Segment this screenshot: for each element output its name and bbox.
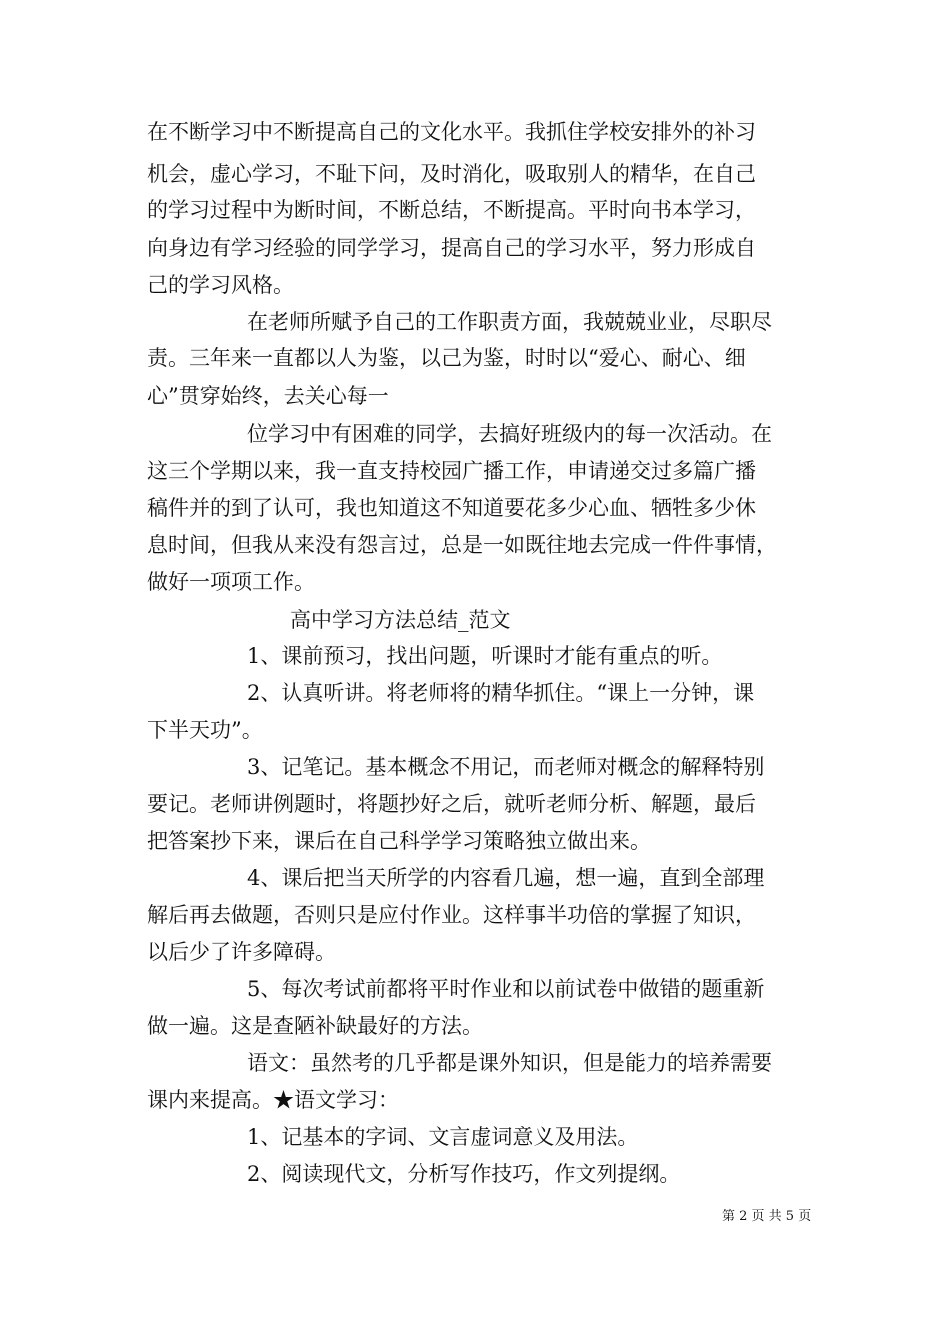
text-line: 的学习过程中为断时间，不断总结，不断提高。平时向书本学习，: [147, 198, 756, 222]
text-line: 息时间，但我从来没有怨言过，总是一如既往地去完成一件件事情，: [147, 533, 777, 557]
text-line: 要记。老师讲例题时，将题抄好之后，就听老师分析、解题，最后: [147, 792, 756, 816]
text-line: 心”贯穿始终，去关心每一: [147, 384, 389, 408]
text-line: 在不断学习中不断提高自己的文化水平。我抓住学校安排外的补习: [147, 120, 756, 144]
text-line: 在老师所赋予自己的工作职责方面，我兢兢业业，尽职尽: [247, 310, 772, 334]
text-line: 责。三年来一直都以人为鉴，以己为鉴，时时以“爱心、耐心、细: [147, 346, 746, 370]
text-line: 把答案抄下来，课后在自己科学学习策略独立做出来。: [147, 829, 651, 853]
text-line: 1、课前预习，找出问题，听课时才能有重点的听。: [247, 644, 723, 668]
text-line: 4、课后把当天所学的内容看几遍，想一遍，直到全部理: [247, 866, 765, 890]
text-line: 位学习中有困难的同学，去搞好班级内的每一次活动。在: [247, 422, 772, 446]
text-line: 5、每次考试前都将平时作业和以前试卷中做错的题重新: [247, 977, 765, 1001]
text-line: 解后再去做题，否则只是应付作业。这样事半功倍的掌握了知识，: [147, 903, 756, 927]
text-line: 2、认真听讲。将老师将的精华抓住。“课上一分钟，课: [247, 681, 755, 705]
text-line: 1、记基本的字词、文言虚词意义及用法。: [247, 1125, 639, 1149]
text-line: 做一遍。这是查陋补缺最好的方法。: [147, 1014, 483, 1038]
text-line: 下半天功”。: [147, 718, 263, 742]
text-line: 机会，虚心学习，不耻下问，及时消化，吸取别人的精华，在自己: [147, 162, 756, 186]
page-number-footer: 第 2 页 共 5 页: [722, 1209, 812, 1224]
text-line: 己的学习风格。: [147, 273, 294, 297]
text-line: 这三个学期以来，我一直支持校园广播工作，申请递交过多篇广播: [147, 459, 756, 483]
text-line: 课内来提高。★语文学习：: [147, 1088, 399, 1112]
text-line: 稿件并的到了认可，我也知道这不知道要花多少心血、牺牲多少休: [147, 496, 756, 520]
text-line: 2、阅读现代文，分析写作技巧，作文列提纲。: [247, 1162, 681, 1186]
section-title: 高中学习方法总结_范文: [290, 608, 511, 632]
text-line: 做好一项项工作。: [147, 570, 315, 594]
text-line: 以后少了许多障碍。: [147, 940, 336, 964]
text-line: 向身边有学习经验的同学学习，提高自己的学习水平，努力形成自: [147, 236, 756, 260]
text-line: 3、记笔记。基本概念不用记，而老师对概念的解释特别: [247, 755, 765, 779]
text-line: 语文：虽然考的几乎都是课外知识，但是能力的培养需要: [247, 1051, 772, 1075]
